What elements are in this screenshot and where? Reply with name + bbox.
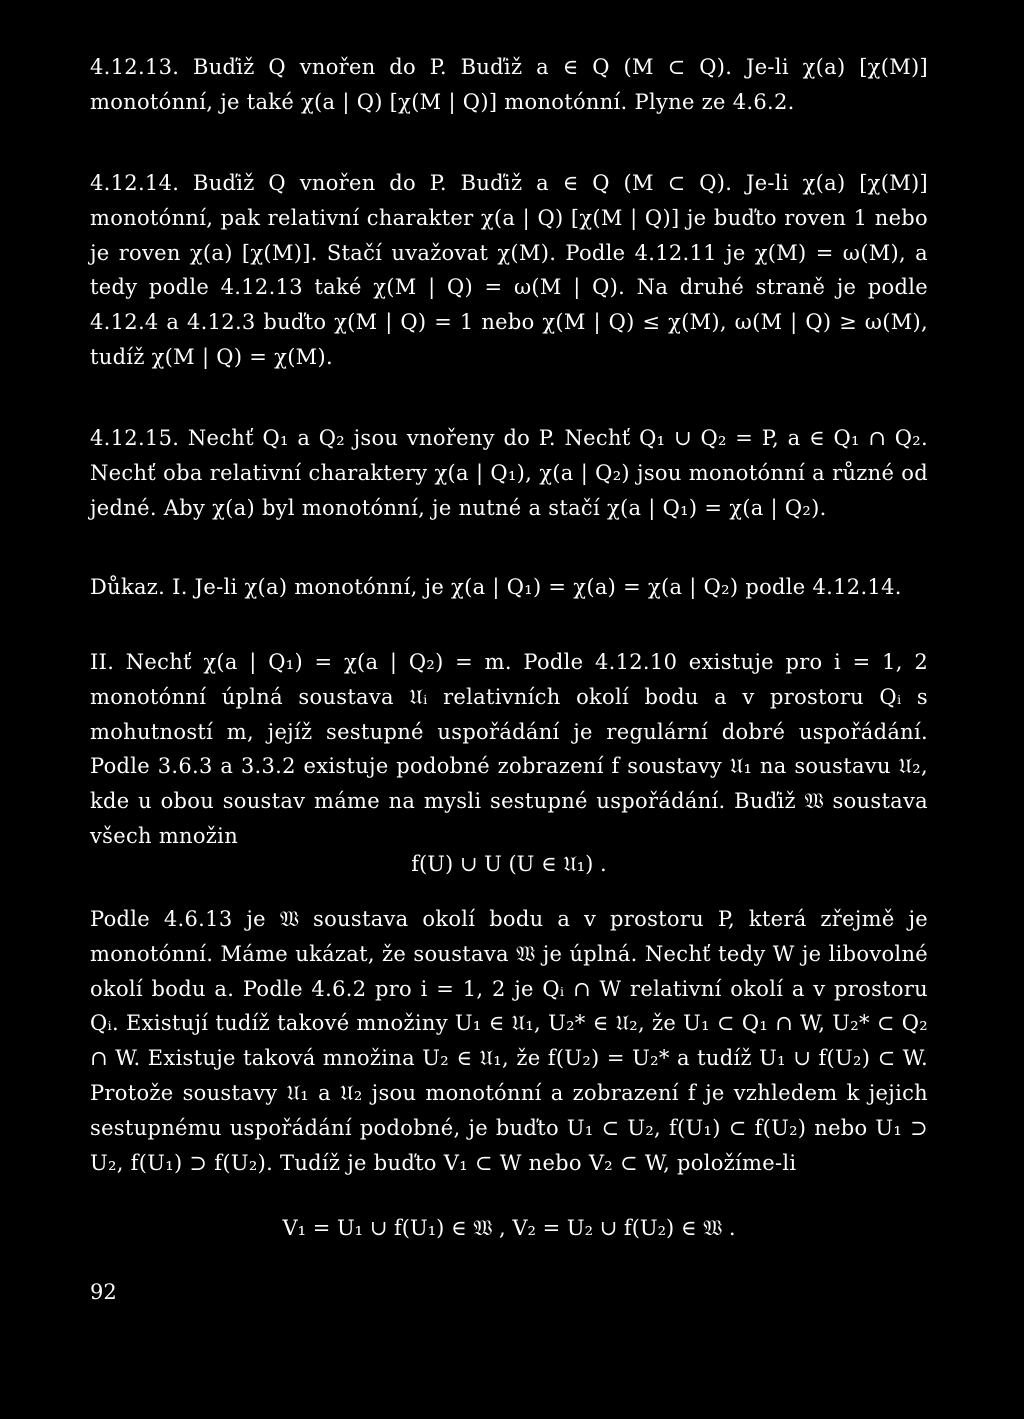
paragraph-4-12-14: 4.12.14. Buďiž Q vnořen do P. Buďiž a ∈ Q (M ⊂ Q). Je-li χ(a) [χ(M)] monotónní, pak relativní charakter χ(a | Q) [χ(M | Q)] je buďto roven 1 nebo je roven χ(a) [χ(M)]. Stačí uvažovat χ(M). Podle 4.12.11 je χ(M) = ω(M), a tedy podle 4.12.13 také χ(M | Q) = ω(M | Q). Na druhé straně je podle 4.12.4 a 4.12.3 buďto χ(M | Q) = 1 nebo χ(M | Q) ≤ χ(M), ω(M | Q) ≥ ω(M), tudíž χ(M | Q) = χ(M).	[90, 171, 928, 369]
display-formula: f(U) ∪ U (U ∈ 𝔘₁) .	[411, 852, 607, 876]
display-formula-2: V₁ = U₁ ∪ f(U₁) ∈ 𝔚 , V₂ = U₂ ∪ f(U₂) ∈ 𝔚 .	[282, 1216, 736, 1240]
page-number: 92	[90, 1280, 117, 1304]
paragraph-4-12-15: 4.12.15. Nechť Q₁ a Q₂ jsou vnořeny do P. Nechť Q₁ ∪ Q₂ = P, a ∈ Q₁ ∩ Q₂. Nechť oba relativní charaktery χ(a | Q₁), χ(a | Q₂) jsou monotónní a různé od jedné. Aby χ(a) byl monotónní, je nutné a stačí χ(a | Q₁) = χ(a | Q₂).	[90, 426, 928, 520]
paragraph-continuation: Podle 4.6.13 je 𝔚 soustava okolí bodu a v prostoru P, která zřejmě je monotónní. Máme ukázat, že soustava 𝔚 je úplná. Nechť tedy W je libovolné okolí bodu a. Podle 4.6.2 pro i = 1, 2 je Qᵢ ∩ W relativní okolí a v prostoru Qᵢ. Existují tudíž takové množiny U₁ ∈ 𝔘₁, U₂* ∈ 𝔘₂, že U₁ ⊂ Q₁ ∩ W, U₂* ⊂ Q₂ ∩ W. Existuje taková množina U₂ ∈ 𝔘₁, že f(U₂) = U₂* a tudíž U₁ ∪ f(U₂) ⊂ W. Protože soustavy 𝔘₁ a 𝔘₂ jsou monotónní a zobrazení f je vzhledem k jejich sestupnému uspořádání podobné, je buďto U₁ ⊂ U₂, f(U₁) ⊂ f(U₂) nebo U₁ ⊃ U₂, f(U₁) ⊃ f(U₂). Tudíž je buďto V₁ ⊂ W nebo V₂ ⊂ W, položíme-li	[90, 907, 928, 1175]
proof-part-2: II. Nechť χ(a | Q₁) = χ(a | Q₂) = m. Podle 4.12.10 existuje pro i = 1, 2 monotónní úplná soustava 𝔘ᵢ relativních okolí bodu a v prostoru Qᵢ s mohutností m, jejíž sestupné uspořádání je regulární dobré uspořádání. Podle 3.6.3 a 3.3.2 existuje podobné zobrazení f soustavy 𝔘₁ na soustavu 𝔘₂, kde u obou soustav máme na mysli sestupné uspořádání. Buďiž 𝔚 soustava všech množin	[90, 650, 928, 848]
paragraph-4-12-13: 4.12.13. Buďiž Q vnořen do P. Buďiž a ∈ Q (M ⊂ Q). Je-li χ(a) [χ(M)] monotónní, je také χ(a | Q) [χ(M | Q)] monotónní. Plyne ze 4.6.2.	[90, 55, 928, 114]
proof-part-1: Důkaz. I. Je-li χ(a) monotónní, je χ(a | Q₁) = χ(a) = χ(a | Q₂) podle 4.12.14.	[90, 575, 902, 599]
